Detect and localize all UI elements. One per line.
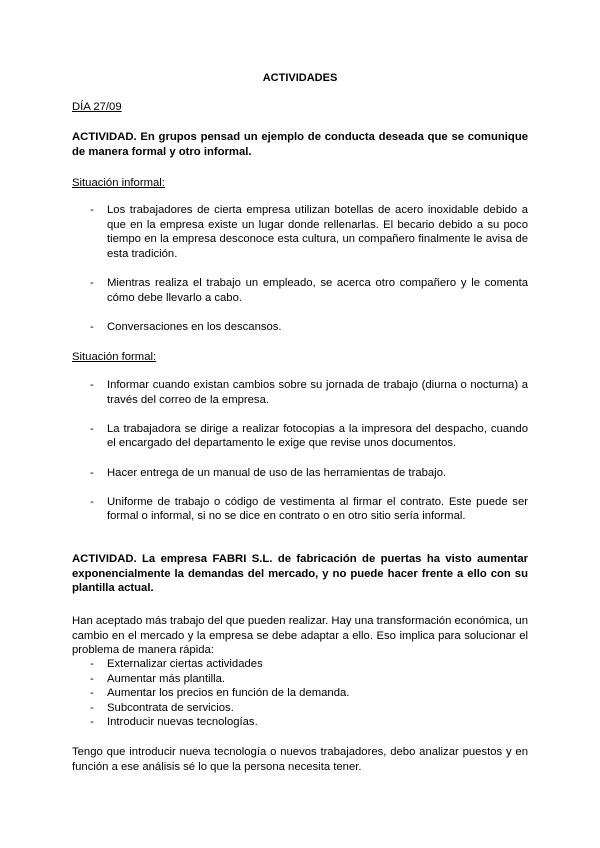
dash-bullet: - (90, 672, 94, 685)
informal-situation-label: Situación informal: (72, 177, 165, 189)
dash-bullet: - (90, 422, 94, 435)
activity-1-heading: ACTIVIDAD. En grupos pensad un ejemplo de conducta deseada que se comunique de manera formal y otro informal. (72, 131, 528, 158)
list-item: - Uniforme de trabajo o código de vestimenta al firmar el contrato. Este puede ser formal o informal, si no se dice en contrato o en otro sitio sería informal. (90, 495, 528, 523)
activity-2-conclusion: Tengo que introducir nueva tecnología o nuevos trabajadores, debo analizar puestos y en función a ese análisis sé lo que la persona necesita tener. (72, 746, 528, 773)
dash-bullet: - (90, 320, 94, 333)
document-title: ACTIVIDADES (262, 72, 338, 84)
list-item: - Aumentar más plantilla. (90, 672, 226, 685)
informal-list (72, 203, 528, 349)
activity-2-intro: Han aceptado más trabajo del que pueden realizar. Hay una transformación económica, un cambio en el mercado y la empresa se debe adaptar a ello. Eso implica para solucionar el problema de manera rápida: (72, 615, 528, 657)
list-item: - Hacer entrega de un manual de uso de las herramientas de trabajo. (90, 466, 447, 479)
dash-bullet: - (90, 495, 94, 508)
list-item: - Mientras realiza el trabajo un empleado, se acerca otro compañero y le comenta cómo debe llevarlo a cabo. (90, 276, 528, 304)
list-item: - Conversaciones en los descansos. (90, 320, 282, 333)
date-heading: DÍA 27/09 (72, 101, 122, 113)
solutions-list (72, 657, 528, 730)
list-item: - Introducir nuevas tecnologías. (90, 716, 258, 729)
dash-bullet: - (90, 466, 94, 479)
dash-bullet: - (90, 379, 94, 391)
list-item: - Externalizar ciertas actividades (90, 658, 263, 670)
dash-bullet: - (90, 716, 94, 729)
dash-bullet: - (90, 687, 94, 700)
list-item: - Los trabajadores de cierta empresa utilizan botellas de acero inoxidable debido a que en la empresa existe un lugar donde rellenarlas. El becario debido a su poco tiempo en la empresa desconoce esta cultura, un compañero finalmente le avisa de esta tradición. (90, 204, 528, 260)
list-item: - Informar cuando existan cambios sobre su jornada de trabajo (diurna o nocturna) a través del correo de la empresa. (90, 379, 528, 406)
dash-bullet: - (90, 204, 94, 216)
list-item: - Aumentar los precios en función de la demanda. (90, 687, 350, 700)
activity-2-heading: ACTIVIDAD. La empresa FABRI S.L. de fabricación de puertas ha visto aumentar exponencialmente la demandas del mercado, y no puede hacer frente a ello con su plantilla actual. (72, 553, 528, 595)
formal-situation-label: Situación formal: (72, 351, 157, 363)
list-item: - La trabajadora se dirige a realizar fotocopias a la impresora del despacho, cuando el encargado del departamento le exige que revise unos documentos. (90, 422, 528, 450)
dash-bullet: - (90, 658, 94, 670)
formal-list (72, 378, 528, 539)
dash-bullet: - (90, 276, 94, 289)
dash-bullet: - (90, 701, 94, 714)
list-item: - Subcontrata de servicios. (90, 701, 234, 714)
